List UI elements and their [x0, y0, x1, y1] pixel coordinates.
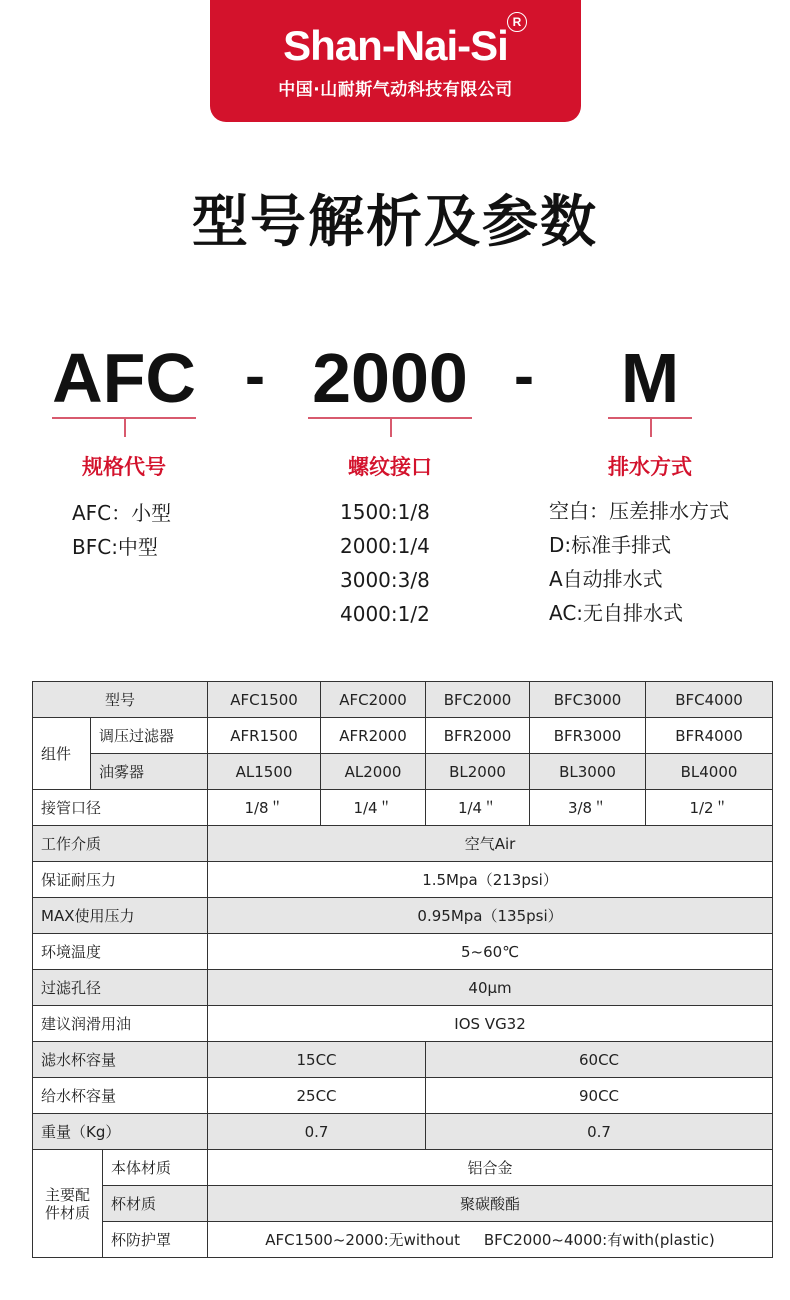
model-code-drain: M: [620, 339, 680, 417]
table-cell: 25CC: [208, 1078, 426, 1114]
brand-logo: Shan-Nai-Si: [283, 22, 508, 69]
weight-label: 重量（Kg）: [33, 1114, 208, 1150]
table-cell: BFR3000: [530, 718, 646, 754]
table-cell: 0.7: [426, 1114, 773, 1150]
table-cell: 1.5Mpa（213psi）: [208, 862, 773, 898]
table-cell: BL4000: [646, 754, 773, 790]
brand-header: [210, 0, 581, 122]
list-item: AC:无自排水式: [549, 601, 684, 625]
table-row: [33, 1222, 773, 1258]
table-cell: IOS VG32: [208, 1006, 773, 1042]
model-code-port: 2000: [312, 339, 468, 417]
list-item: 4000:1/2: [340, 602, 430, 626]
table-cell: BL3000: [530, 754, 646, 790]
filter-label: 过滤孔径: [33, 970, 208, 1006]
thread-port-list: [340, 495, 430, 631]
table-row: [33, 970, 773, 1006]
list-item: AFC：小型: [72, 501, 172, 525]
table-row: [33, 898, 773, 934]
list-item: A自动排水式: [549, 567, 663, 591]
table-row: [33, 862, 773, 898]
table-cell: 15CC: [208, 1042, 426, 1078]
list-item: 3000:3/8: [340, 568, 430, 592]
table-cell: 1/4＂: [426, 790, 530, 826]
table-cell: BFR4000: [646, 718, 773, 754]
proof-pressure-label: 保证耐压力: [33, 862, 208, 898]
company-name: 中国·山耐斯气动科技有限公司: [278, 80, 513, 100]
model-label: 型号: [33, 682, 208, 718]
temperature-label: 环境温度: [33, 934, 208, 970]
feed-cup-label: 给水杯容量: [33, 1078, 208, 1114]
table-cell: 40μm: [208, 970, 773, 1006]
regulator-label: 调压过滤器: [91, 718, 208, 754]
max-pressure-label: MAX使用压力: [33, 898, 208, 934]
model-code-dash-2: -: [514, 342, 534, 409]
table-cell: 1/4＂: [321, 790, 426, 826]
table-cell: BFC2000: [426, 682, 530, 718]
table-row: [33, 1114, 773, 1150]
table-cell: 聚碳酸酯: [208, 1186, 773, 1222]
table-cell: BFC4000: [646, 682, 773, 718]
table-cell: 5~60℃: [208, 934, 773, 970]
connector-series: [124, 418, 126, 437]
list-item: 2000:1/4: [340, 534, 430, 558]
component-label: 组件: [33, 718, 91, 790]
medium-label: 工作介质: [33, 826, 208, 862]
table-row: [33, 1150, 773, 1186]
table-cell: 0.95Mpa（135psi）: [208, 898, 773, 934]
table-row: [33, 790, 773, 826]
table-row: [33, 934, 773, 970]
connector-drain: [650, 418, 652, 437]
table-cell: AL2000: [321, 754, 426, 790]
table-cell: AL1500: [208, 754, 321, 790]
table-cell: BL2000: [426, 754, 530, 790]
lubricator-label: 油雾器: [91, 754, 208, 790]
heading-drain-type: 排水方式: [608, 455, 692, 479]
heading-thread-port: 螺纹接口: [348, 455, 432, 479]
table-cell: 1/2＂: [646, 790, 773, 826]
materials-label: 主要配件材质: [33, 1150, 103, 1258]
table-cell: BFC3000: [530, 682, 646, 718]
table-cell: 空气Air: [208, 826, 773, 862]
table-cell: 0.7: [208, 1114, 426, 1150]
list-item: 空白：压差排水方式: [549, 499, 729, 523]
filter-cup-label: 滤水杯容量: [33, 1042, 208, 1078]
table-cell: 60CC: [426, 1042, 773, 1078]
table-cell: AFC2000: [321, 682, 426, 718]
table-cell: AFR1500: [208, 718, 321, 754]
page-title: 型号解析及参数: [192, 190, 598, 255]
table-row: [33, 826, 773, 862]
table-row: [33, 1006, 773, 1042]
spec-code-list: [72, 496, 171, 564]
list-item: BFC:中型: [72, 535, 158, 559]
table-cell: 铝合金: [208, 1150, 773, 1186]
guard-label: 杯防护罩: [103, 1222, 208, 1258]
spec-table: [32, 681, 773, 1258]
oil-label: 建议润滑用油: [33, 1006, 208, 1042]
table-row: [33, 1078, 773, 1114]
list-item: D:标准手排式: [549, 533, 672, 557]
body-material-label: 本体材质: [103, 1150, 208, 1186]
table-cell: AFC1500: [208, 682, 321, 718]
table-cell: AFR2000: [321, 718, 426, 754]
table-cell: AFC1500~2000:无without BFC2000~4000:有with(plastic): [208, 1222, 773, 1258]
port-label: 接管口径: [33, 790, 208, 826]
connector-port: [390, 418, 392, 437]
table-row: [33, 1042, 773, 1078]
model-code-series: AFC: [52, 339, 196, 417]
table-row: [33, 682, 773, 718]
table-cell: 3/8＂: [530, 790, 646, 826]
list-item: 1500:1/8: [340, 500, 430, 524]
cup-material-label: 杯材质: [103, 1186, 208, 1222]
table-cell: 1/8＂: [208, 790, 321, 826]
table-row: [33, 754, 773, 790]
drain-type-list: [549, 494, 729, 630]
model-code-dash-1: -: [245, 342, 265, 409]
registered-mark: R: [507, 12, 527, 32]
table-row: [33, 1186, 773, 1222]
table-cell: 90CC: [426, 1078, 773, 1114]
heading-spec-code: 规格代号: [82, 455, 166, 479]
table-cell: BFR2000: [426, 718, 530, 754]
table-row: [33, 718, 773, 754]
